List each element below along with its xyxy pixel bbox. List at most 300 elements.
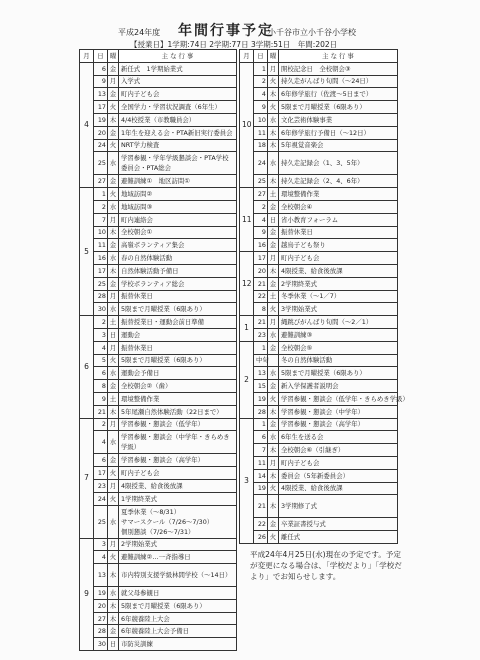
schedule-row bbox=[80, 316, 237, 329]
schedule-row bbox=[80, 638, 237, 651]
schedule-row bbox=[240, 290, 398, 303]
schedule-row bbox=[240, 354, 398, 367]
col-day: 日 bbox=[94, 50, 108, 63]
weekday-cell: 火 bbox=[108, 551, 119, 564]
event-cell: 地域訪問③ bbox=[119, 200, 237, 213]
school-name: 小千谷市立小千谷小学校 bbox=[268, 28, 356, 37]
event-cell: 学習参観・懇談会（中学年） bbox=[279, 405, 398, 418]
weekday-cell: 木 bbox=[268, 495, 279, 518]
schedule-row bbox=[80, 405, 237, 418]
event-cell: 振替休業日 bbox=[279, 226, 398, 239]
day-cell: 4 bbox=[94, 431, 108, 454]
weekday-cell: 月 bbox=[108, 213, 119, 226]
event-cell: 1学期終業式 bbox=[119, 492, 237, 505]
weekday-cell: 月 bbox=[108, 75, 119, 88]
weekday-cell: 木 bbox=[268, 264, 279, 277]
weekday-cell: 水 bbox=[268, 152, 279, 175]
schedule-row bbox=[240, 482, 398, 495]
day-cell: 22 bbox=[254, 518, 268, 531]
event-cell: 全校朝会⑥（引継ぎ） bbox=[279, 444, 398, 457]
month-cell: 7 bbox=[80, 418, 94, 538]
event-cell: 持久走記録会（1、3、5年） bbox=[279, 152, 398, 175]
weekday-cell: 木 bbox=[108, 612, 119, 625]
schedule-row bbox=[240, 303, 398, 316]
col-day: 日 bbox=[254, 50, 268, 63]
event-cell: 5限まで月曜授業（6限あり） bbox=[119, 599, 237, 612]
schedule-row bbox=[80, 505, 237, 538]
event-cell: 全校朝会④ bbox=[279, 200, 398, 213]
event-cell: 6年競養陸上大会予備日 bbox=[119, 625, 237, 638]
day-cell: 23 bbox=[254, 328, 268, 341]
event-cell: 避難訓練③ bbox=[279, 328, 398, 341]
schedule-row bbox=[80, 62, 237, 75]
day-cell: 30 bbox=[94, 638, 108, 651]
day-cell: 17 bbox=[94, 264, 108, 277]
weekday-cell: 土 bbox=[108, 316, 119, 329]
schedule-row bbox=[80, 101, 237, 114]
event-cell: 学習参観・懇談会（低学年） bbox=[119, 418, 237, 431]
event-cell: 町内子ども会 bbox=[119, 467, 237, 480]
month-cell: 6 bbox=[80, 316, 94, 418]
schedule-row bbox=[80, 418, 237, 431]
day-cell: 1 bbox=[254, 341, 268, 354]
event-cell: 4限授業、給食後放課 bbox=[119, 479, 237, 492]
day-cell: 17 bbox=[254, 252, 268, 265]
weekday-cell: 水 bbox=[268, 113, 279, 126]
schedule-row bbox=[240, 252, 398, 265]
day-cell: 19 bbox=[254, 392, 268, 405]
event-cell: 学習参観・懇談会（高学年） bbox=[119, 454, 237, 467]
weekday-cell: 金 bbox=[108, 175, 119, 188]
day-cell: 6 bbox=[254, 431, 268, 444]
day-cell: 15 bbox=[254, 380, 268, 393]
weekday-cell: 金 bbox=[268, 226, 279, 239]
schedule-row bbox=[240, 175, 398, 188]
weekday-cell: 金 bbox=[108, 625, 119, 638]
day-cell: 28 bbox=[94, 290, 108, 303]
schedule-row bbox=[80, 492, 237, 505]
month-cell: 10 bbox=[240, 62, 254, 187]
event-cell: 越鳥子ども祭り bbox=[279, 239, 398, 252]
weekday-cell: 水 bbox=[108, 303, 119, 316]
day-cell: 28 bbox=[94, 625, 108, 638]
day-cell: 21 bbox=[254, 495, 268, 518]
weekday-cell: 月 bbox=[268, 62, 279, 75]
day-cell: 4 bbox=[254, 88, 268, 101]
schedule-row bbox=[240, 316, 398, 329]
event-cell: 縄跳びがんばり旬間（～2／1） bbox=[279, 316, 398, 329]
day-cell: 17 bbox=[94, 467, 108, 480]
day-cell: 2 bbox=[254, 200, 268, 213]
weekday-cell: 木 bbox=[108, 264, 119, 277]
weekday-cell: 木 bbox=[108, 113, 119, 126]
weekday-cell: 木 bbox=[268, 139, 279, 152]
event-cell: 持久走記録会（2、4、6年） bbox=[279, 175, 398, 188]
day-cell: 7 bbox=[94, 213, 108, 226]
weekday-cell: 金 bbox=[108, 126, 119, 139]
schedule-row bbox=[80, 200, 237, 213]
event-cell: 新入学保護者説明会 bbox=[279, 380, 398, 393]
weekday-cell: 金 bbox=[268, 518, 279, 531]
schedule-row bbox=[80, 551, 237, 564]
schedule-row bbox=[80, 277, 237, 290]
weekday-cell: 水 bbox=[108, 152, 119, 175]
weekday-cell: 水 bbox=[268, 431, 279, 444]
day-cell: 22 bbox=[254, 290, 268, 303]
day-cell: 11 bbox=[254, 456, 268, 469]
schedule-row bbox=[80, 538, 237, 551]
day-cell: 17 bbox=[94, 101, 108, 114]
day-cell: 8 bbox=[254, 303, 268, 316]
weekday-cell: 火 bbox=[268, 75, 279, 88]
event-cell: 市防災訓練 bbox=[119, 638, 237, 651]
weekday-cell: 水 bbox=[268, 367, 279, 380]
schedule-row bbox=[80, 392, 237, 405]
day-cell: 25 bbox=[94, 152, 108, 175]
event-cell: 全国学力・学習状況調査（6年生） bbox=[119, 101, 237, 114]
schedule-row bbox=[80, 88, 237, 101]
schedule-table-right bbox=[239, 49, 409, 544]
event-cell: 冬季休業（～1／7） bbox=[279, 290, 398, 303]
day-cell: 7 bbox=[254, 444, 268, 457]
schedule-row bbox=[80, 139, 237, 152]
day-cell: 2 bbox=[94, 418, 108, 431]
event-cell: 運動会予備日 bbox=[119, 367, 237, 380]
day-cell: 13 bbox=[94, 88, 108, 101]
schedule-row bbox=[240, 518, 398, 531]
day-cell: 26 bbox=[254, 531, 268, 544]
event-cell: 持久走がんばり旬間（～24日） bbox=[279, 75, 398, 88]
schedule-row bbox=[240, 405, 398, 418]
day-cell: 11 bbox=[94, 239, 108, 252]
day-cell: 20 bbox=[94, 599, 108, 612]
day-cell: 24 bbox=[94, 492, 108, 505]
schedule-row bbox=[240, 101, 398, 114]
event-cell: 省小教育フォーラム bbox=[279, 213, 398, 226]
weekday-cell: 水 bbox=[108, 200, 119, 213]
schedule-row bbox=[240, 277, 398, 290]
day-cell: 2 bbox=[254, 75, 268, 88]
month-cell: 4 bbox=[80, 62, 94, 187]
weekday-cell: 月 bbox=[108, 341, 119, 354]
weekday-cell: 金 bbox=[108, 380, 119, 393]
weekday-cell: 金 bbox=[108, 239, 119, 252]
day-cell: 21 bbox=[254, 316, 268, 329]
day-cell: 3 bbox=[94, 538, 108, 551]
schedule-row bbox=[80, 367, 237, 380]
weekday-cell: 木 bbox=[268, 405, 279, 418]
day-cell: 19 bbox=[94, 587, 108, 600]
day-cell: 1 bbox=[94, 188, 108, 201]
month-cell: 1 bbox=[240, 316, 254, 342]
schedule-row bbox=[80, 126, 237, 139]
event-cell: 学習参観・懇談会（高学年） bbox=[279, 418, 398, 431]
day-cell: 1 bbox=[254, 62, 268, 75]
schedule-note: 平成24年4月25日(水)現在の予定です。予定が変更になる場合は、「学校だより」「学校だより」でお知らせします。 bbox=[250, 550, 402, 581]
weekday-cell: 金 bbox=[108, 454, 119, 467]
month-cell: 2 bbox=[240, 341, 254, 418]
day-cell: 24 bbox=[94, 139, 108, 152]
day-cell: 16 bbox=[254, 239, 268, 252]
schedule-row bbox=[240, 341, 398, 354]
weekday-cell: 月 bbox=[108, 479, 119, 492]
day-cell: 27 bbox=[94, 175, 108, 188]
schedule-row bbox=[240, 239, 398, 252]
schedule-row bbox=[80, 75, 237, 88]
event-cell: 6年修学旅行（佐渡～5日まで） bbox=[279, 88, 398, 101]
schedule-row bbox=[240, 444, 398, 457]
weekday-cell: 火 bbox=[108, 139, 119, 152]
schedule-row bbox=[240, 328, 398, 341]
schedule-row bbox=[80, 564, 237, 587]
weekday-cell: 日 bbox=[108, 328, 119, 341]
school-year: 平成24年度 bbox=[118, 28, 161, 37]
month-cell: 12 bbox=[240, 252, 254, 316]
schedule-row bbox=[240, 200, 398, 213]
weekday-cell: 火 bbox=[108, 492, 119, 505]
day-cell: 2 bbox=[94, 316, 108, 329]
day-cell: 28 bbox=[254, 405, 268, 418]
day-cell: 20 bbox=[254, 264, 268, 277]
day-cell: 19 bbox=[94, 113, 108, 126]
event-cell: NRT学力検査 bbox=[119, 139, 237, 152]
schedule-row bbox=[80, 175, 237, 188]
day-cell: 1 bbox=[254, 418, 268, 431]
day-cell: 18 bbox=[254, 139, 268, 152]
day-cell: 4 bbox=[94, 341, 108, 354]
month-cell: 5 bbox=[80, 188, 94, 316]
schedule-row bbox=[240, 531, 398, 544]
weekday-cell: 火 bbox=[108, 467, 119, 480]
schedule-row bbox=[80, 431, 237, 454]
event-cell: 6年生を送る会 bbox=[279, 431, 398, 444]
event-cell: 夏季休業（～8/31） サマースクール（7/26～7/30） 個別懇談（7/26～7/31） bbox=[119, 505, 237, 538]
day-cell: 9 bbox=[94, 75, 108, 88]
weekday-cell: 月 bbox=[108, 418, 119, 431]
weekday-cell: 月 bbox=[268, 456, 279, 469]
weekday-cell: 月 bbox=[108, 538, 119, 551]
weekday-cell: 木 bbox=[268, 88, 279, 101]
day-cell: 6 bbox=[94, 367, 108, 380]
weekday-cell: 金 bbox=[268, 418, 279, 431]
schedule-row bbox=[80, 252, 237, 265]
schedule-row bbox=[80, 587, 237, 600]
schedule-row bbox=[240, 188, 398, 201]
weekday-cell: 水 bbox=[268, 328, 279, 341]
event-cell: 5限まで月曜授業（6限あり） bbox=[279, 101, 398, 114]
schedule-row bbox=[240, 392, 398, 405]
event-cell: 学習参観・学年学級懇談会・PTA学校委員会・PTA総会 bbox=[119, 152, 237, 175]
month-cell: 11 bbox=[240, 188, 254, 252]
day-cell: 21 bbox=[94, 405, 108, 418]
weekday-cell: 木 bbox=[108, 226, 119, 239]
day-cell: 25 bbox=[254, 175, 268, 188]
event-cell: 避難訓練① 地区訪問① bbox=[119, 175, 237, 188]
schedule-table-left bbox=[79, 49, 237, 651]
schedule-row bbox=[240, 367, 398, 380]
weekday-cell: 水 bbox=[108, 505, 119, 538]
weekday-cell: 火 bbox=[268, 392, 279, 405]
event-cell: 離任式 bbox=[279, 531, 398, 544]
schedule-row bbox=[80, 303, 237, 316]
weekday-cell: 木 bbox=[268, 444, 279, 457]
day-cell: 30 bbox=[94, 303, 108, 316]
weekday-cell: 日 bbox=[268, 213, 279, 226]
day-cell: 25 bbox=[94, 505, 108, 538]
schedule-row bbox=[80, 264, 237, 277]
event-cell: 4/4校授業（市教職員会） bbox=[119, 113, 237, 126]
weekday-cell: 金 bbox=[108, 277, 119, 290]
day-cell: 14 bbox=[254, 469, 268, 482]
event-cell: 3学期修了式 bbox=[279, 495, 398, 518]
event-cell: 市内特別支援学級林間学校（～14日） bbox=[119, 564, 237, 587]
event-cell: 6年修学旅行予備日（～12日） bbox=[279, 126, 398, 139]
schedule-row bbox=[80, 226, 237, 239]
event-cell: 全校朝会① bbox=[119, 226, 237, 239]
schedule-row bbox=[80, 354, 237, 367]
weekday-cell: 金 bbox=[268, 200, 279, 213]
day-cell: 3 bbox=[94, 328, 108, 341]
month-cell: 3 bbox=[240, 418, 254, 543]
weekday-cell: 月 bbox=[108, 290, 119, 303]
col-event: 主 な 行 事 bbox=[279, 50, 398, 63]
event-cell: 環境整備作業 bbox=[119, 392, 237, 405]
day-cell: 9 bbox=[94, 392, 108, 405]
weekday-cell: 木 bbox=[108, 564, 119, 587]
day-cell: 10 bbox=[254, 113, 268, 126]
day-cell: 11 bbox=[254, 126, 268, 139]
schedule-row bbox=[240, 113, 398, 126]
schedule-row bbox=[240, 431, 398, 444]
event-cell: 5限まで月曜授業（6限あり） bbox=[119, 354, 237, 367]
col-month: 月 bbox=[80, 50, 94, 63]
day-cell: 8 bbox=[94, 380, 108, 393]
col-event: 主 な 行 事 bbox=[119, 50, 237, 63]
schedule-row bbox=[240, 456, 398, 469]
day-cell: 4 bbox=[254, 213, 268, 226]
weekday-cell: 日 bbox=[108, 638, 119, 651]
schedule-row bbox=[80, 290, 237, 303]
day-cell: 21 bbox=[254, 277, 268, 290]
weekday-cell: 火 bbox=[268, 531, 279, 544]
event-cell: 5年尾瀬自然体験活動（22日まで） bbox=[119, 405, 237, 418]
day-cell: 27 bbox=[254, 188, 268, 201]
schedule-row bbox=[80, 380, 237, 393]
weekday-cell: 水 bbox=[108, 587, 119, 600]
schedule-row bbox=[240, 62, 398, 75]
class-day-counts: 【授業日】1学期:74日 2学期:77日 3学期:51日 年間:202日 bbox=[130, 40, 338, 49]
schedule-row bbox=[80, 188, 237, 201]
weekday-cell: 金 bbox=[268, 341, 279, 354]
month-cell: 9 bbox=[80, 538, 94, 651]
day-cell: 13 bbox=[254, 367, 268, 380]
event-cell: 入学式 bbox=[119, 75, 237, 88]
event-cell: 冬の自然体験活動 bbox=[279, 354, 398, 367]
event-cell: 春の自然体験活動 bbox=[119, 252, 237, 265]
event-cell: 高嶺ボランティア集会 bbox=[119, 239, 237, 252]
weekday-cell: 火 bbox=[268, 101, 279, 114]
day-cell: 9 bbox=[254, 101, 268, 114]
event-cell: 委員会（5年新委員会） bbox=[279, 469, 398, 482]
event-cell: 卒業証書授与式 bbox=[279, 518, 398, 531]
weekday-cell: 金 bbox=[268, 239, 279, 252]
weekday-cell: 金 bbox=[268, 277, 279, 290]
schedule-row bbox=[80, 328, 237, 341]
event-cell: 4限授業、給食後放課 bbox=[279, 264, 398, 277]
schedule-row bbox=[240, 75, 398, 88]
day-cell: 4 bbox=[94, 551, 108, 564]
day-cell: 16 bbox=[94, 252, 108, 265]
event-cell: 町内子ども会 bbox=[279, 456, 398, 469]
weekday-cell: 木 bbox=[268, 469, 279, 482]
weekday-cell: 木 bbox=[268, 126, 279, 139]
event-cell: 振替授業日・運動会前日準備 bbox=[119, 316, 237, 329]
day-cell: 6 bbox=[94, 454, 108, 467]
schedule-row bbox=[240, 126, 398, 139]
schedule-row bbox=[80, 467, 237, 480]
schedule-row bbox=[240, 418, 398, 431]
weekday-cell: 月 bbox=[268, 316, 279, 329]
event-cell: 2学期終業式 bbox=[279, 277, 398, 290]
weekday-cell: 水 bbox=[108, 252, 119, 265]
event-cell: 振替休業日 bbox=[119, 341, 237, 354]
day-cell: 2 bbox=[94, 200, 108, 213]
day-cell: 5 bbox=[94, 354, 108, 367]
day-cell: 24 bbox=[254, 152, 268, 175]
event-cell: 環境整備作業 bbox=[279, 188, 398, 201]
schedule-row bbox=[80, 454, 237, 467]
col-weekday: 曜 bbox=[108, 50, 119, 63]
weekday-cell: 木 bbox=[108, 599, 119, 612]
event-cell: 文化芸術体験事業 bbox=[279, 113, 398, 126]
event-cell: 2学期始業式 bbox=[119, 538, 237, 551]
schedule-row bbox=[240, 226, 398, 239]
event-cell: 地域訪問② bbox=[119, 188, 237, 201]
schedule-row bbox=[80, 599, 237, 612]
event-cell: 全校朝会⑤ bbox=[279, 341, 398, 354]
weekday-cell: 火 bbox=[268, 482, 279, 495]
event-cell: 3学期始業式 bbox=[279, 303, 398, 316]
schedule-row bbox=[80, 239, 237, 252]
event-cell: 新任式 1学期始業式 bbox=[119, 62, 237, 75]
event-cell: 開校記念日 全校朝会③ bbox=[279, 62, 398, 75]
weekday-cell: 金 bbox=[108, 88, 119, 101]
event-cell: 学習参観・懇談会（低学年・きらめき学級） bbox=[279, 392, 398, 405]
event-cell: 5年視覚音楽会 bbox=[279, 139, 398, 152]
event-cell: 6年競養陸上大会 bbox=[119, 612, 237, 625]
weekday-cell: 水 bbox=[108, 367, 119, 380]
weekday-cell: 火 bbox=[108, 354, 119, 367]
schedule-row bbox=[240, 264, 398, 277]
weekday-cell: 火 bbox=[268, 303, 279, 316]
schedule-row bbox=[240, 469, 398, 482]
event-cell: 避難訓練②…一斉指導日 bbox=[119, 551, 237, 564]
event-cell: 1年生を迎える会・PTA新旧実行委員会 bbox=[119, 126, 237, 139]
schedule-row bbox=[240, 88, 398, 101]
event-cell: 5限まで月曜授業（6限あり） bbox=[119, 303, 237, 316]
event-cell: 4限授業、給食後放課 bbox=[279, 482, 398, 495]
day-cell: 27 bbox=[94, 612, 108, 625]
day-cell: 13 bbox=[94, 564, 108, 587]
event-cell: 全校朝会②（歯） bbox=[119, 380, 237, 393]
weekday-cell bbox=[268, 354, 279, 367]
day-cell: 19 bbox=[254, 482, 268, 495]
event-cell: 運動会 bbox=[119, 328, 237, 341]
weekday-cell: 木 bbox=[108, 405, 119, 418]
event-cell: 就父母参観日 bbox=[119, 587, 237, 600]
schedule-row bbox=[240, 152, 398, 175]
event-cell: 学校ボランティア総会 bbox=[119, 277, 237, 290]
